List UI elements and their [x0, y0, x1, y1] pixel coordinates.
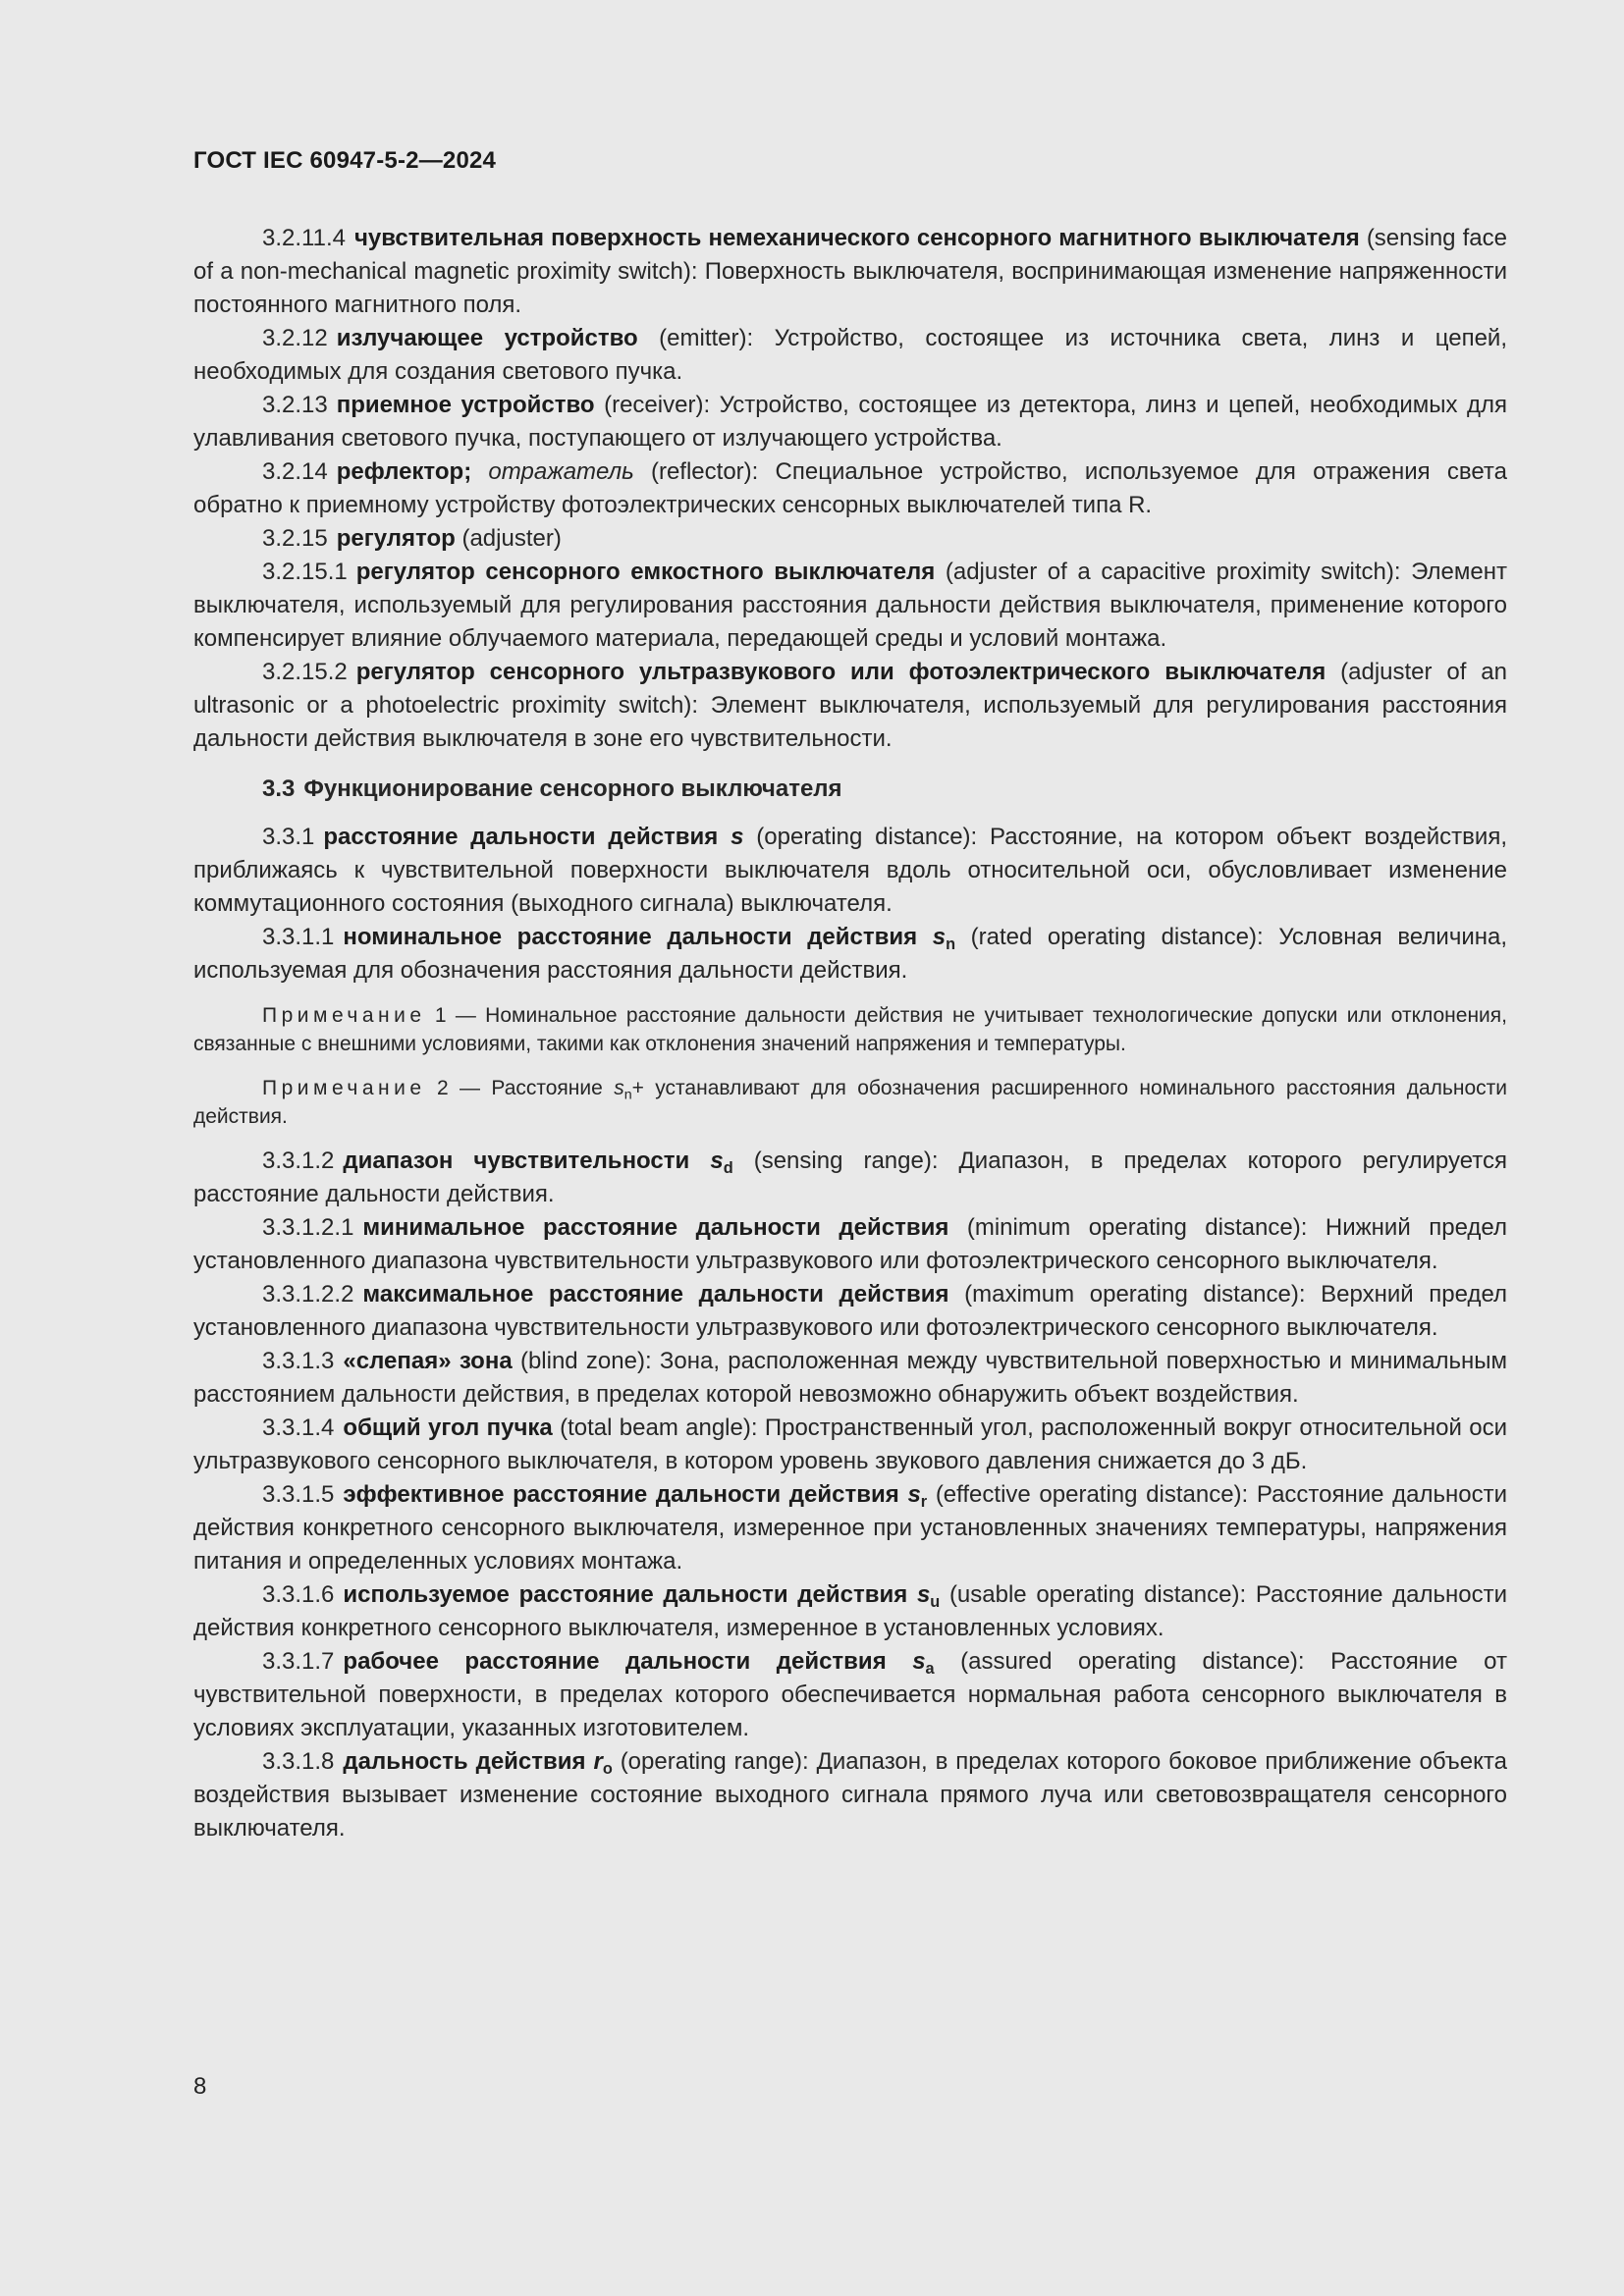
- definition-3-2-15-2: [193, 656, 1507, 756]
- clause-number: 3.3.1.8: [262, 1748, 335, 1775]
- term: номинальное расстояние дальности действия: [343, 924, 918, 950]
- symbol: s: [912, 1648, 926, 1675]
- symbol-subscript: r: [920, 1492, 928, 1511]
- document-header: ГОСТ IEC 60947-5-2—2024: [193, 147, 497, 174]
- symbol: s: [710, 1148, 724, 1174]
- symbol: s: [916, 1581, 931, 1608]
- definition-3-3-1-3: [193, 1345, 1507, 1412]
- clause-number: 3.3.1.3: [262, 1348, 335, 1374]
- definition-3-2-12: [193, 322, 1507, 389]
- note-1: [193, 1001, 1507, 1058]
- term: чувствительная поверхность немеханического сенсорного магнитного выключателя: [353, 225, 1360, 251]
- definition-3-2-15-1: [193, 556, 1507, 656]
- term: используемое расстояние дальности действия: [343, 1581, 908, 1608]
- term-alternative: отражатель: [488, 458, 634, 485]
- clause-number: 3.3.1.5: [262, 1481, 335, 1508]
- definition-3-2-13: [193, 389, 1507, 455]
- document-body: [193, 222, 1507, 1845]
- definition-text: (adjuster of a capacitive proximity switch): Элемент выключателя, используемый для регулирования расстояния дальности действия выключателя, применение которого компенсирует влияние облучаемого материала, передающей среды и условий монтажа.: [193, 559, 1507, 652]
- clause-number: 3.2.13: [262, 392, 328, 418]
- definition-text: (blind zone): Зона, расположенная между чувствительной поверхностью и минимальным расстоянием дальности действия, в пределах которой невозможно обнаружить объект воздействия.: [193, 1348, 1507, 1408]
- symbol: s: [932, 924, 947, 950]
- definition-3-3-1-2-2: [193, 1278, 1507, 1345]
- page-number: 8: [193, 2073, 207, 2100]
- definition-text: (sensing range): Диапазон, в пределах которого регулируется расстояние дальности действия.: [193, 1148, 1507, 1207]
- section-title: Функционирование сенсорного выключателя: [303, 775, 842, 802]
- definition-3-2-14: [193, 455, 1507, 522]
- term: дальность действия: [343, 1748, 586, 1775]
- note-2: [193, 1074, 1507, 1131]
- definition-3-3-1-6: [193, 1578, 1507, 1645]
- symbol: s: [614, 1077, 624, 1099]
- term: рефлектор;: [336, 458, 472, 485]
- symbol: s: [731, 824, 744, 850]
- symbol-subscript: d: [723, 1158, 733, 1177]
- clause-number: 3.3.1.6: [262, 1581, 335, 1608]
- definition-text: (assured operating distance): Расстояние от чувствительной поверхности, в пределах которого обеспечивается нормальная работа сенсорного выключателя в условиях эксплуатации, указанных изготовителем.: [193, 1648, 1507, 1741]
- clause-number: 3.3.1.1: [262, 924, 335, 950]
- term: приемное устройство: [336, 392, 595, 418]
- clause-number: 3.3.1.2.2: [262, 1281, 354, 1308]
- definition-text: (effective operating distance): Расстояние дальности действия конкретного сенсорного выключателя, измеренное при установленных значениях температуры, напряжения питания и определенных условиях монтажа.: [193, 1481, 1508, 1575]
- clause-number: 3.2.15.1: [262, 559, 348, 585]
- term: эффективное расстояние дальности действия: [343, 1481, 899, 1508]
- term: регулятор сенсорного емкостного выключателя: [355, 559, 936, 585]
- definition-text: (sensing face of a non-mechanical magnetic proximity switch): Поверхность выключателя, воспринимающая изменение напряженности постоянного магнитного поля.: [193, 225, 1507, 318]
- definition-3-2-11-4: [193, 222, 1507, 322]
- clause-number: 3.3.1.7: [262, 1648, 335, 1675]
- definition-text: (emitter): Устройство, состоящее из источника света, линз и цепей, необходимых для создания светового пучка.: [193, 325, 1507, 385]
- term: расстояние дальности действия: [323, 824, 719, 850]
- clause-number: 3.2.15.2: [262, 659, 348, 685]
- section-number: 3.3: [262, 775, 296, 802]
- definition-3-3-1-4: [193, 1412, 1507, 1478]
- clause-number: 3.3.1.4: [262, 1415, 335, 1441]
- definition-3-3-1-2-1: [193, 1211, 1507, 1278]
- definition-3-3-1-1: [193, 921, 1507, 988]
- note-text: 1 — Номинальное расстояние дальности действия не учитывает технологические допуски или отклонения, связанные с внешними условиями, такими как отклонения значений напряжения и температуры.: [193, 1004, 1507, 1055]
- term: общий угол пучка: [343, 1415, 553, 1441]
- definition-text: (reflector): Специальное устройство, используемое для отражения света обратно к приемному устройству фотоэлектрических сенсорных выключателей типа R.: [193, 458, 1507, 518]
- definition-text: (total beam angle): Пространственный угол, расположенный вокруг относительной оси ультразвукового сенсорного выключателя, в котором уровень звукового давления снижается до 3 дБ.: [193, 1415, 1508, 1474]
- term: диапазон чувствительности: [343, 1148, 690, 1174]
- clause-number: 3.2.14: [262, 458, 328, 485]
- clause-number: 3.3.1.2.1: [262, 1214, 354, 1241]
- definition-text: (minimum operating distance): Нижний предел установленного диапазона чувствительности ультразвукового или фотоэлектрического сенсорного выключателя.: [193, 1214, 1507, 1274]
- clause-number: 3.3.1: [262, 824, 315, 850]
- definition-3-3-1: [193, 821, 1507, 921]
- symbol-subscript: a: [925, 1659, 935, 1678]
- clause-number: 3.2.15: [262, 525, 328, 552]
- symbol-subscript: o: [602, 1759, 613, 1778]
- definition-text: (receiver): Устройство, состоящее из детектора, линз и цепей, необходимых для улавливания светового пучка, поступающего от излучающего устройства.: [193, 392, 1507, 452]
- term: максимальное расстояние дальности действия: [362, 1281, 949, 1308]
- definition-3-3-1-5: [193, 1478, 1507, 1578]
- term: минимальное расстояние дальности действия: [362, 1214, 949, 1241]
- note-text: + устанавливают для обозначения расширенного номинального расстояния дальности действия.: [193, 1077, 1507, 1128]
- term: «слепая» зона: [343, 1348, 513, 1374]
- definition-text: (rated operating distance): Условная величина, используемая для обозначения расстояния дальности действия.: [193, 924, 1507, 984]
- clause-number: 3.2.11.4: [262, 225, 346, 251]
- note-text: 2 — Расстояние: [425, 1077, 615, 1099]
- definition-text: (operating range): Диапазон, в пределах которого боковое приближение объекта воздействия вызывает изменение состояние выходного сигнала прямого луча или световозвращателя сенсорного выключателя.: [193, 1748, 1507, 1842]
- definition-text: (operating distance): Расстояние, на котором объект воздействия, приближаясь к чувствительной поверхности выключателя вдоль относительной оси, обусловливает изменение коммутационного состояния (выходного сигнала) выключателя.: [193, 824, 1507, 917]
- symbol-subscript: u: [930, 1592, 941, 1611]
- clause-number: 3.2.12: [262, 325, 328, 351]
- note-label: Примечание: [262, 1077, 426, 1099]
- term: регулятор сенсорного ультразвукового или фотоэлектрического выключателя: [355, 659, 1326, 685]
- definition-text: (usable operating distance): Расстояние дальности действия конкретного сенсорного выключателя, измеренное в установленных условиях.: [193, 1581, 1507, 1641]
- definition-text: (adjuster of an ultrasonic or a photoelectric proximity switch): Элемент выключателя, используемый для регулирования расстояния дальности действия выключателя в зоне его чувствительности.: [193, 659, 1507, 752]
- definition-3-3-1-8: [193, 1745, 1507, 1845]
- note-label: Примечание: [262, 1004, 426, 1027]
- definition-3-3-1-7: [193, 1645, 1507, 1745]
- symbol-subscript: n: [946, 934, 956, 953]
- definition-3-3-1-2: [193, 1145, 1507, 1211]
- definition-text: (adjuster): [455, 525, 562, 552]
- definition-3-2-15: [193, 522, 1507, 556]
- term: рабочее расстояние дальности действия: [343, 1648, 887, 1675]
- symbol: s: [907, 1481, 921, 1508]
- term: регулятор: [336, 525, 456, 552]
- section-heading-3-3: [193, 773, 1507, 806]
- term: излучающее устройство: [336, 325, 638, 351]
- symbol-subscript: n: [623, 1087, 632, 1103]
- definition-text: (maximum operating distance): Верхний предел установленного диапазона чувствительности ультразвукового или фотоэлектрического сенсорного выключателя.: [193, 1281, 1508, 1341]
- symbol: r: [593, 1748, 603, 1775]
- clause-number: 3.3.1.2: [262, 1148, 335, 1174]
